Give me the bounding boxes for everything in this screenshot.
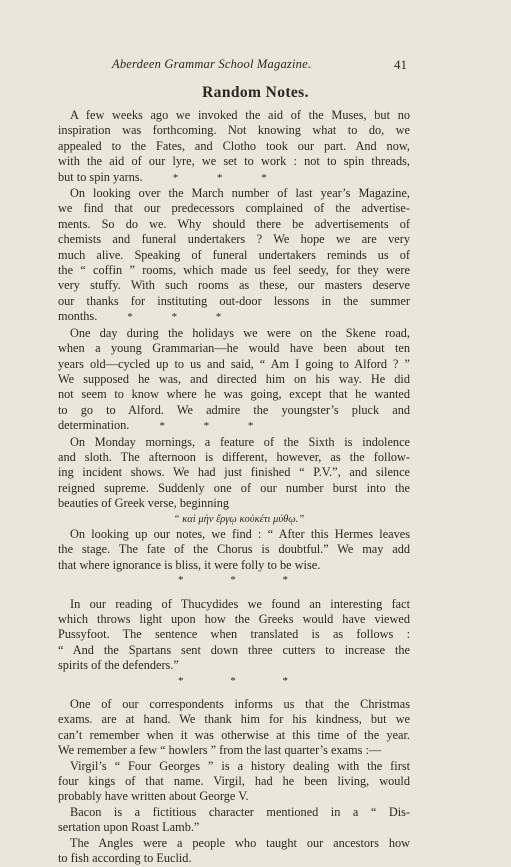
text-line: sertation upon Roast Lamb.” [58,820,200,835]
text-line: but to spin yarns. * * * [58,170,410,186]
text-line: can’t remember when it was otherwise at this time of the year. [58,727,410,742]
text-line: chemists and funeral undertakers ? We hope we are very [58,232,410,247]
text-line: to fish according to Euclid. [58,851,192,866]
paragraph [58,435,410,527]
text-line: we find that our predecessors complained of the advertise- [58,201,410,216]
paragraph [58,597,410,674]
text-line: the “ coffin ” rooms, which made us feel seedy, for they were [58,263,410,278]
page-header [0,57,511,75]
text-line: In our reading of Thucydides we found an interesting fact [70,596,410,611]
section-separator: * * * [178,674,310,687]
text-line: to go to Alford. We admire the youngster’s pluck and [58,402,410,417]
text-line: A few weeks ago we invoked the aid of the Muses, but no [70,108,410,122]
text-line: probably have written about George V. [58,789,249,804]
text-line: We supposed he was, and directed him on his way. He did [58,371,410,386]
paragraph [58,697,410,759]
text-line: exams. are at hand. We thank him for his kindness, but we [58,712,410,727]
text-line: The Angles were a people who taught our ancestors how [70,835,410,850]
text-line: Pussyfoot. The sentence when translated is as follows : [58,627,410,642]
text-line: years old—cycled up to us and said, “ Am I going to Alford ? ” [58,356,410,371]
section-separator: * * * [127,311,240,324]
article-title: Random Notes. [202,84,309,101]
article-body [58,108,410,867]
section-separator: * * * [159,420,272,433]
text-line: with the aid of our lyre, we set to work : not to spin threads, [58,154,410,169]
text-line: four kings of that name. Virgil, had he been living, would [58,774,410,789]
text-line: our thanks for instituting out-door lessons in the summer [58,293,410,308]
text-line: much alive. Speaking of funeral undertakers reminds us of [58,247,410,262]
text-line: which throws light upon how the Greeks would have viewed [58,612,410,626]
paragraph [58,759,410,805]
text-line: months. * * * [58,309,410,325]
paragraph [58,805,410,836]
greek-quote: “ καὶ μὴν ἔργῳ κοὐκέτι μύθῳ.” [173,513,305,525]
text-line: that where ignorance is bliss, it were folly to be wise. [58,557,321,572]
text-line: We remember a few “ howlers ” from the last quarter’s exams :— [58,743,382,758]
section-separator: * * * [172,171,285,184]
text-line: On looking over the March number of last year’s Magazine, [70,186,410,201]
text-line: inspiration was forthcoming. Not knowing what to do, we [58,123,410,138]
paragraph [58,326,410,435]
page-number: 41 [394,57,407,72]
text-line: On Monday mornings, a feature of the Sixth is indolence [70,434,410,449]
text-line: ing incident shows. We had just finished “ P.V.”, and silence [58,465,410,480]
text-line: appealed to the Fates, and Clotho took our part. And now, [58,138,410,153]
text-line: Bacon is a fictitious character mentioned in a “ Dis- [70,804,410,819]
section-separator: * * * [178,574,310,587]
text-line: very stuffy. With such rooms as these, our masters deserve [58,278,410,293]
paragraph [58,186,410,326]
text-line: beauties of Greek verse, beginning [58,496,230,511]
paragraph [58,527,410,573]
text-line: when a young Grammarian—he would have been about ten [58,341,410,356]
text-line: reigned supreme. Suddenly one of our number burst into the [58,480,410,495]
text-line: ments. So do we. Why should there be advertisements of [58,216,410,231]
text-line: the stage. The fate of the Chorus is doubtful.” We may add [58,542,410,557]
text-line: “ And the Spartans sent down three cutters to increase the [58,642,410,657]
text-line: One of our correspondents informs us that the Christmas [70,697,410,712]
text-line: One day during the holidays we were on the Skene road, [70,325,410,340]
text-line: spirits of the defenders.” [58,658,179,673]
text-line: On looking up our notes, we find : “ After this Hermes leaves [70,526,410,541]
text-line: and sloth. The afternoon is different, however, as the follow- [58,449,410,464]
text-line: not seem to know where he was going, except that he wanted [58,387,410,402]
paragraph [58,836,410,867]
text-line: Virgil’s “ Four Georges ” is a history dealing with the first [70,758,410,773]
paragraph [58,108,410,186]
running-title: Aberdeen Grammar School Magazine. [112,57,312,71]
text-line: determination. * * * [58,418,410,434]
